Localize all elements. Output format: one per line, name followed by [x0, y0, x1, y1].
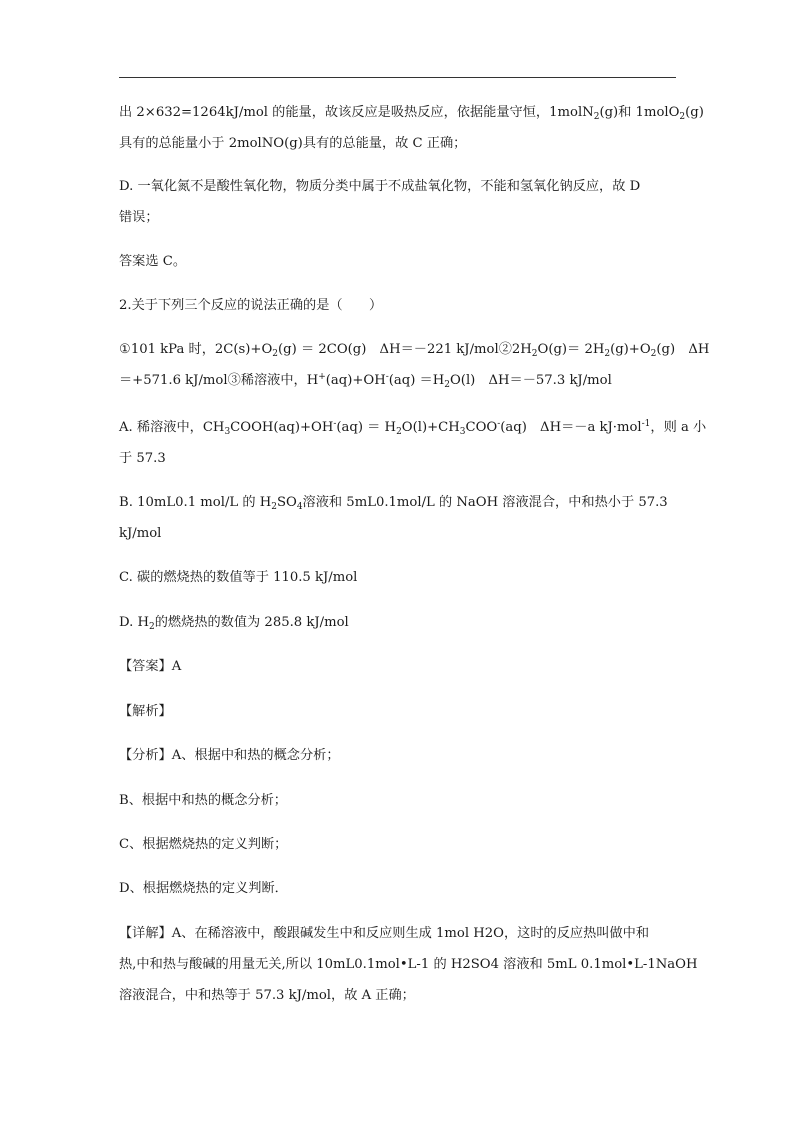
text-run: O(l) ΔH＝－57.3 kJ/mol — [449, 373, 612, 388]
question-title — [119, 297, 382, 315]
text-run: 的燃烧热的数值为 285.8 kJ/mol — [154, 615, 349, 630]
text-line — [119, 178, 640, 196]
subscript: 2 — [272, 349, 279, 359]
text-run: (g) ＝ 2CO(g) ΔH＝－221 kJ/mol②2H — [278, 342, 532, 357]
text-run: 热,中和热与酸碱的用量无关,所以 10mL0.1mol•L-1 的 H2SO4 溶液和 5mL 0.1mol•L-1NaOH — [119, 957, 698, 972]
detail-line — [119, 956, 697, 974]
text-run: D. 一氧化氮不是酸性氧化物，物质分类中属于不成盐氧化物，不能和氢氧化钠反应，故 D — [119, 179, 641, 194]
analysis-label — [119, 703, 172, 721]
text-run: kJ/mol — [119, 526, 162, 541]
text-run: 错误； — [119, 210, 159, 225]
text-run: (aq) ＝ H — [336, 420, 397, 435]
text-run: (aq) ΔH＝－a kJ·mol — [500, 420, 642, 435]
answer-label — [119, 658, 181, 676]
text-run: 【答案】A — [119, 659, 182, 674]
text-run: 出 2×632=1264kJ/mol 的能量，故该反应是吸热反应，依据能量守恒，1molN — [119, 105, 594, 120]
superscript: - — [497, 419, 501, 429]
text-run: ，则 a 小 — [650, 420, 707, 435]
text-run: 溶液和 5mL0.1mol/L 的 NaOH 溶液混合，中和热小于 57.3 — [302, 495, 668, 510]
text-line — [119, 104, 704, 122]
text-run: 于 57.3 — [119, 451, 166, 466]
text-line — [119, 253, 186, 271]
subscript: 3 — [224, 427, 231, 437]
superscript: -1 — [641, 419, 651, 429]
detail-line — [119, 925, 649, 943]
text-run: A. 稀溶液中，CH — [119, 420, 225, 435]
text-run: (g)和 1molO — [599, 105, 680, 120]
header-rule — [119, 77, 676, 78]
text-run: (g) ΔH — [656, 342, 710, 357]
analysis-line — [119, 880, 288, 898]
text-run: D、根据燃烧热的定义判断． — [119, 881, 288, 896]
text-run: (g) — [685, 105, 704, 120]
text-run: 【分析】A、根据中和热的概念分析； — [119, 748, 340, 763]
text-run: 具有的总能量小于 2molNO(g)具有的总能量，故 C 正确； — [119, 136, 467, 151]
subscript: 2 — [271, 502, 277, 512]
option-a — [119, 419, 706, 437]
text-run: ＝+571.6 kJ/mol③稀溶液中，H — [119, 373, 319, 388]
superscript: - — [385, 372, 389, 382]
subscript: 2 — [650, 349, 657, 359]
text-run: 溶液混合，中和热等于 57.3 kJ/mol，故 A 正确； — [119, 988, 415, 1003]
subscript: 4 — [296, 502, 303, 512]
option-c — [119, 569, 357, 587]
analysis-line — [119, 836, 287, 854]
subscript: 2 — [444, 380, 450, 390]
reaction-line — [119, 341, 709, 359]
subscript: 2 — [531, 349, 538, 359]
text-run: C、根据燃烧热的定义判断； — [119, 837, 288, 852]
reaction-line — [119, 372, 612, 390]
option-d — [119, 614, 349, 632]
analysis-line — [119, 747, 340, 765]
option-b — [119, 525, 161, 543]
subscript: 2 — [396, 427, 402, 437]
text-run: (aq)+OH — [325, 373, 386, 388]
superscript: - — [333, 419, 337, 429]
text-run: (g)+O — [610, 342, 651, 357]
text-run: C. 碳的燃烧热的数值等于 110.5 kJ/mol — [119, 570, 358, 585]
text-line — [119, 209, 159, 227]
subscript: 2 — [604, 349, 611, 359]
superscript: + — [318, 372, 326, 382]
analysis-line — [119, 792, 287, 810]
text-line — [119, 135, 466, 153]
text-run: 答案选 C。 — [119, 254, 187, 269]
text-run: B、根据中和热的概念分析； — [119, 793, 287, 808]
text-run: 【详解】A、在稀溶液中，酸跟碱发生中和反应则生成 1mol H2O，这时的反应热叫做中和 — [119, 926, 650, 941]
text-run: D. H — [119, 615, 149, 630]
option-a — [119, 450, 166, 468]
text-run: (aq) ＝H — [388, 373, 445, 388]
text-run: COOH(aq)+OH — [230, 420, 334, 435]
subscript: 2 — [149, 622, 155, 632]
option-b — [119, 494, 668, 512]
subscript: 2 — [593, 112, 600, 122]
subscript: 2 — [679, 112, 686, 122]
text-run: O(g)＝ 2H — [537, 342, 605, 357]
text-run: SO — [276, 495, 297, 510]
text-run: COO — [465, 420, 498, 435]
text-run: 2.关于下列三个反应的说法正确的是（ ） — [119, 298, 383, 313]
text-run: ①101 kPa 时，2C(s)+O — [119, 342, 273, 357]
text-run: B. 10mL0.1 mol/L 的 H — [119, 495, 272, 510]
detail-line — [119, 987, 415, 1005]
text-run: 【解析】 — [119, 704, 172, 719]
subscript: 3 — [459, 427, 466, 437]
text-run: O(l)+CH — [401, 420, 460, 435]
